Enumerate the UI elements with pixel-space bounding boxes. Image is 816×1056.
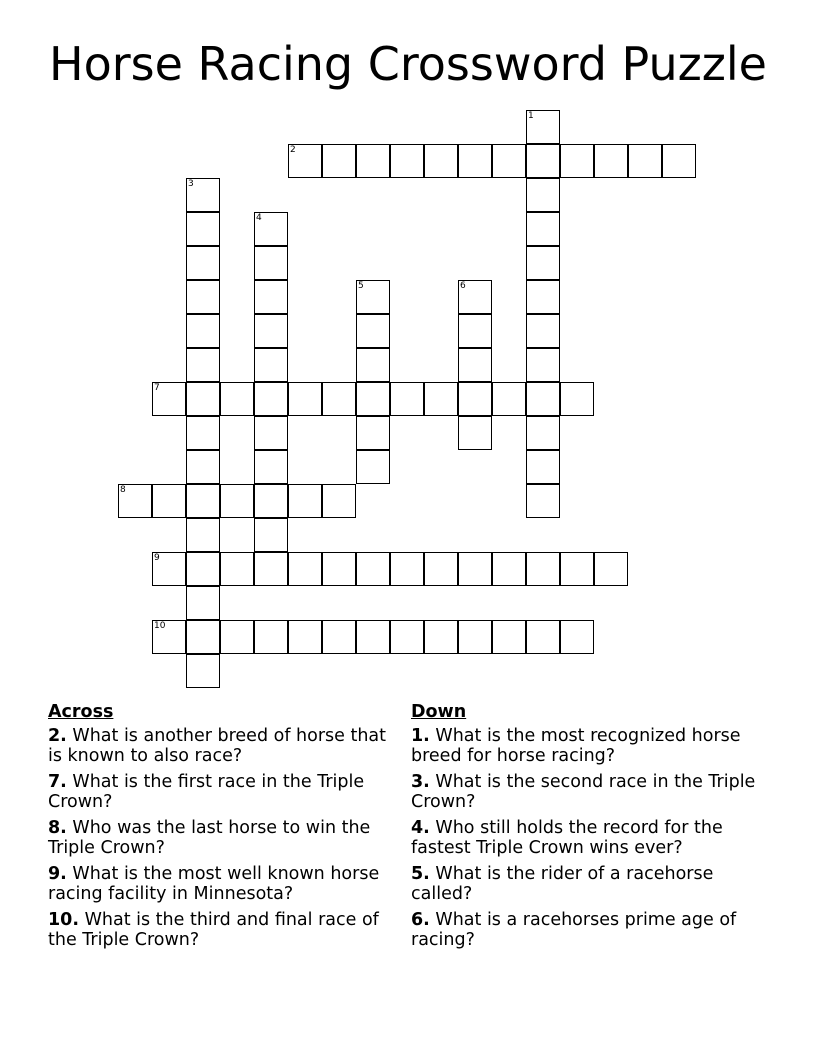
clue-number: 7. — [48, 772, 67, 792]
crossword-cell[interactable] — [526, 110, 560, 144]
crossword-cell[interactable] — [560, 382, 594, 416]
clue-down-4 — [411, 818, 761, 858]
across-heading: Across — [48, 702, 114, 722]
clue-number: 2. — [48, 726, 67, 746]
clue-number: 9. — [48, 864, 67, 884]
cell-number: 5 — [358, 281, 364, 291]
crossword-cell[interactable] — [526, 450, 560, 484]
crossword-cell[interactable] — [322, 484, 356, 518]
down-heading: Down — [411, 702, 467, 722]
crossword-cell[interactable] — [254, 314, 288, 348]
crossword-cell[interactable] — [254, 246, 288, 280]
crossword-cell[interactable] — [254, 280, 288, 314]
crossword-cell[interactable] — [526, 620, 560, 654]
crossword-cell[interactable] — [458, 382, 492, 416]
crossword-cell[interactable] — [526, 348, 560, 382]
page-title: Horse Racing Crossword Puzzle — [49, 37, 767, 91]
clue-text: What is a racehorses prime age of racing? — [411, 910, 737, 950]
crossword-cell[interactable] — [492, 382, 526, 416]
crossword-cell[interactable] — [628, 144, 662, 178]
clue-down-1 — [411, 726, 761, 766]
crossword-cell[interactable] — [526, 552, 560, 586]
crossword-cell[interactable] — [220, 552, 254, 586]
clue-text: What is the third and final race of the Triple Crown? — [48, 910, 379, 950]
crossword-cell[interactable] — [186, 586, 220, 620]
crossword-cell[interactable] — [254, 212, 288, 246]
clue-across-8 — [48, 818, 393, 858]
clue-across-9 — [48, 864, 393, 904]
crossword-cell[interactable] — [526, 314, 560, 348]
crossword-cell[interactable] — [424, 144, 458, 178]
crossword-cell[interactable] — [288, 620, 322, 654]
cell-number: 9 — [154, 553, 160, 563]
crossword-cell[interactable] — [526, 280, 560, 314]
clue-down-6 — [411, 910, 761, 950]
crossword-cell[interactable] — [254, 484, 288, 518]
crossword-cell[interactable] — [152, 552, 186, 586]
clue-down-5 — [411, 864, 761, 904]
crossword-cell[interactable] — [356, 348, 390, 382]
crossword-cell[interactable] — [458, 416, 492, 450]
crossword-cell[interactable] — [526, 382, 560, 416]
crossword-cell[interactable] — [526, 484, 560, 518]
crossword-cell[interactable] — [356, 144, 390, 178]
crossword-cell[interactable] — [458, 314, 492, 348]
crossword-cell[interactable] — [322, 144, 356, 178]
cell-number: 1 — [528, 111, 534, 121]
clue-across-7 — [48, 772, 393, 812]
crossword-cell[interactable] — [390, 552, 424, 586]
crossword-cell[interactable] — [288, 484, 322, 518]
crossword-cell[interactable] — [356, 382, 390, 416]
crossword-cell[interactable] — [254, 518, 288, 552]
crossword-cell[interactable] — [526, 144, 560, 178]
cell-number: 6 — [460, 281, 466, 291]
crossword-cell[interactable] — [492, 620, 526, 654]
crossword-cell[interactable] — [560, 620, 594, 654]
crossword-cell[interactable] — [118, 484, 152, 518]
crossword-cell[interactable] — [458, 620, 492, 654]
crossword-cell[interactable] — [458, 280, 492, 314]
crossword-cell[interactable] — [152, 484, 186, 518]
crossword-cell[interactable] — [356, 314, 390, 348]
clue-down-3 — [411, 772, 761, 812]
clue-text: What is the rider of a racehorse called? — [411, 864, 714, 904]
cell-number: 3 — [188, 179, 194, 189]
crossword-cell[interactable] — [594, 552, 628, 586]
crossword-cell[interactable] — [356, 620, 390, 654]
crossword-cell[interactable] — [254, 450, 288, 484]
crossword-cell[interactable] — [186, 654, 220, 688]
crossword-cell[interactable] — [390, 382, 424, 416]
crossword-cell[interactable] — [220, 620, 254, 654]
crossword-cell[interactable] — [322, 382, 356, 416]
down-clues — [411, 702, 761, 956]
crossword-cell[interactable] — [356, 280, 390, 314]
crossword-cell[interactable] — [254, 382, 288, 416]
crossword-cell[interactable] — [594, 144, 628, 178]
crossword-cell[interactable] — [662, 144, 696, 178]
clue-text: What is the most well known horse racing facility in Minnesota? — [48, 864, 380, 904]
crossword-cell[interactable] — [186, 552, 220, 586]
crossword-cell[interactable] — [492, 552, 526, 586]
crossword-cell[interactable] — [458, 348, 492, 382]
crossword-cell[interactable] — [186, 518, 220, 552]
crossword-cell[interactable] — [186, 246, 220, 280]
crossword-cell[interactable] — [322, 620, 356, 654]
crossword-cell[interactable] — [322, 552, 356, 586]
clue-number: 8. — [48, 818, 67, 838]
clue-text: What is another breed of horse that is known to also race? — [48, 726, 387, 766]
crossword-cell[interactable] — [424, 382, 458, 416]
crossword-cell[interactable] — [186, 314, 220, 348]
clue-across-10 — [48, 910, 393, 950]
crossword-cell[interactable] — [458, 144, 492, 178]
clue-number: 4. — [411, 818, 430, 838]
crossword-cell[interactable] — [186, 348, 220, 382]
crossword-cell[interactable] — [526, 246, 560, 280]
crossword-cell[interactable] — [186, 484, 220, 518]
crossword-cell[interactable] — [356, 552, 390, 586]
crossword-cell[interactable] — [152, 620, 186, 654]
crossword-cell[interactable] — [254, 552, 288, 586]
crossword-cell[interactable] — [186, 620, 220, 654]
crossword-cell[interactable] — [526, 416, 560, 450]
clue-number: 10. — [48, 910, 80, 930]
clue-text: Who was the last horse to win the Triple Crown? — [48, 818, 371, 858]
clue-text: What is the first race in the Triple Crown? — [48, 772, 365, 812]
cell-number: 8 — [120, 485, 126, 495]
cell-number: 7 — [154, 383, 160, 393]
clue-text: What is the most recognized horse breed for horse racing? — [411, 726, 741, 766]
crossword-cell[interactable] — [186, 382, 220, 416]
crossword-cell[interactable] — [356, 450, 390, 484]
crossword-cell[interactable] — [254, 620, 288, 654]
crossword-cell[interactable] — [390, 144, 424, 178]
across-clues — [48, 702, 393, 956]
crossword-cell[interactable] — [288, 382, 322, 416]
clue-number: 1. — [411, 726, 430, 746]
crossword-cell[interactable] — [560, 552, 594, 586]
cell-number: 2 — [290, 145, 296, 155]
crossword-cell[interactable] — [186, 450, 220, 484]
clue-number: 3. — [411, 772, 430, 792]
crossword-cell[interactable] — [560, 144, 594, 178]
clue-across-2 — [48, 726, 393, 766]
clue-number: 5. — [411, 864, 430, 884]
crossword-cell[interactable] — [186, 212, 220, 246]
cell-number: 10 — [154, 621, 166, 631]
clue-text: Who still holds the record for the fastest Triple Crown wins ever? — [411, 818, 723, 858]
crossword-cell[interactable] — [186, 280, 220, 314]
crossword-cell[interactable] — [186, 416, 220, 450]
cell-number: 4 — [256, 213, 262, 223]
crossword-cell[interactable] — [390, 620, 424, 654]
crossword-cell[interactable] — [526, 178, 560, 212]
crossword-cell[interactable] — [152, 382, 186, 416]
crossword-cell[interactable] — [424, 620, 458, 654]
crossword-cell[interactable] — [526, 212, 560, 246]
crossword-cell[interactable] — [220, 382, 254, 416]
crossword-cell[interactable] — [288, 144, 322, 178]
crossword-cell[interactable] — [186, 178, 220, 212]
crossword-cell[interactable] — [424, 552, 458, 586]
crossword-cell[interactable] — [254, 348, 288, 382]
clue-text: What is the second race in the Triple Crown? — [411, 772, 756, 812]
crossword-cell[interactable] — [492, 144, 526, 178]
crossword-cell[interactable] — [458, 552, 492, 586]
crossword-cell[interactable] — [220, 484, 254, 518]
crossword-cell[interactable] — [288, 552, 322, 586]
crossword-cell[interactable] — [356, 416, 390, 450]
clue-number: 6. — [411, 910, 430, 930]
crossword-cell[interactable] — [254, 416, 288, 450]
